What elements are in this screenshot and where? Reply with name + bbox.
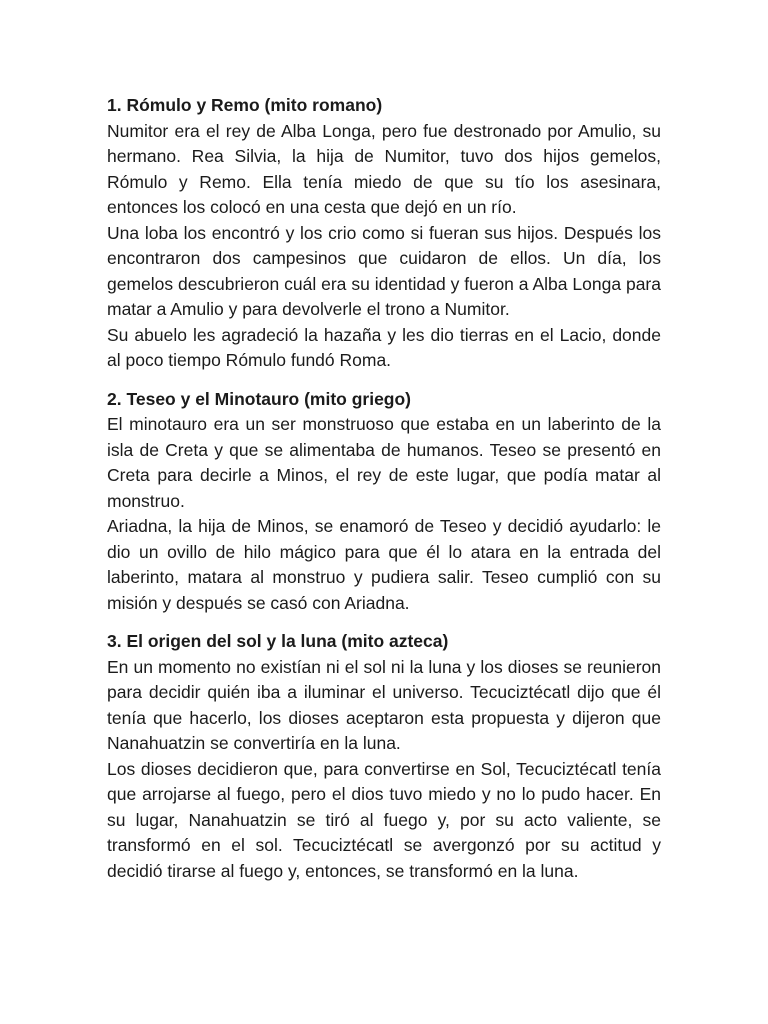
section-paragraph: Su abuelo les agradeció la hazaña y les dio tierras en el Lacio, donde al poco tiempo Rómulo fundó Roma. [107,324,661,370]
section-sol-luna [107,629,661,884]
section-paragraph: El minotauro era un ser monstruoso que estaba en un laberinto de la isla de Creta y que se alimentaba de humanos. Teseo se presentó en Creta para decirle a Minos, el rey de este lugar, que podía matar al monstruo. [107,414,661,511]
section-title: 3. El origen del sol y la luna (mito azteca) [107,631,449,651]
section-paragraph: Una loba los encontró y los crio como si fueran sus hijos. Después los encontraron dos campesinos que cuidaron de ellos. Un día, los gemelos descubrieron cuál era su identidad y fueron a Alba Longa para matar a Amulio y para devolverle el trono a Numitor. [107,222,661,319]
section-romulo-remo [107,93,661,374]
section-paragraph: Numitor era el rey de Alba Longa, pero fue destronado por Amulio, su hermano. Rea Silvia, la hija de Numitor, tuvo dos hijos gemelos, Rómulo y Remo. Ella tenía miedo de que su tío los asesinara, entonces los colocó en una cesta que dejó en un río. [107,120,661,217]
section-paragraph: Los dioses decidieron que, para convertirse en Sol, Tecuciztécatl tenía que arrojarse al fuego, pero el dios tuvo miedo y no lo pudo hacer. En su lugar, Nanahuatzin se tiró al fuego y, por su acto valiente, se transformó en el sol. Tecuciztécatl se avergonzó por su actitud y decidió tirarse al fuego y, entonces, se transformó en la luna. [107,758,661,881]
section-title: 2. Teseo y el Minotauro (mito griego) [107,388,412,409]
section-teseo-minotauro [107,387,661,617]
section-title: 1. Rómulo y Remo (mito romano) [107,95,383,115]
section-paragraph: Ariadna, la hija de Minos, se enamoró de Teseo y decidió ayudarlo: le dio un ovillo de hilo mágico para que él lo atara en la entrada del laberinto, matara al monstruo y pudiera salir. Teseo cumplió con su misión y después se casó con Ariadna. [107,516,661,613]
document-page [107,93,661,897]
section-paragraph: En un momento no existían ni el sol ni la luna y los dioses se reunieron para decidir quién iba a iluminar el universo. Tecuciztécatl dijo que él tenía que hacerlo, los dioses aceptaron esta propuesta y dijeron que Nanahuatzin se convertiría en la luna. [107,656,661,753]
